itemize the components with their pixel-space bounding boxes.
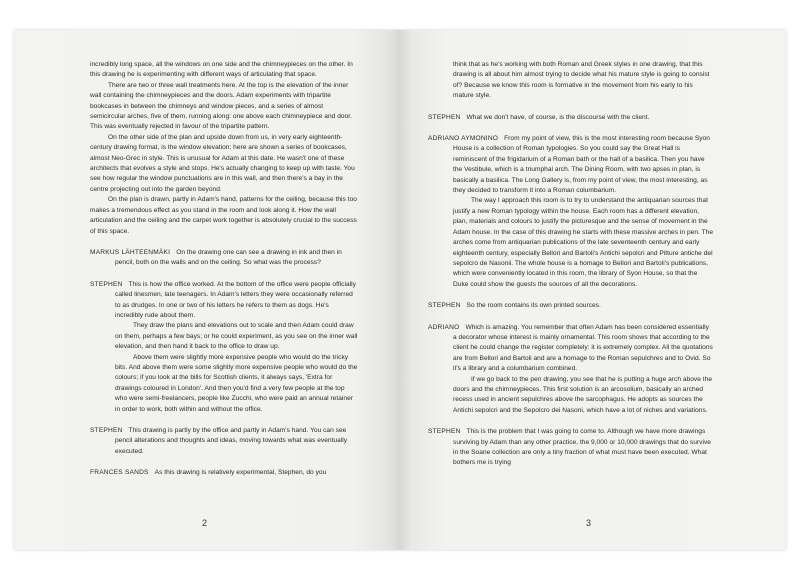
speaker-name: ADRIANO (428, 323, 460, 331)
speaker-name: STEPHEN (90, 280, 123, 288)
speech-text: They draw the plans and elevations out to scale and then Adam could draw on them, perhaps a few bays; or he could experiment, as you see on the inner wall elevation, and then hand it back to the office to draw up. (115, 322, 358, 351)
speech-text: From my point of view, this is the most interesting room because Syon House is a collection of Roman typologies. So you could say the Great Hall is reminiscent of the frigidarium of a Roman bath or the hall of a basilica. Then you have the Vestibule, which is a triumphal arch. The Dining Room, with two apses in plan, is basically a basilica. The Long Gallery is, from my point of view, the most interesting, as they decided to transform it into a Roman columbarium. (453, 135, 710, 195)
speech-text: This is the problem that I was going to come to. Although we have more drawings surviving by Adam than any other practice, the 9,000 or 10,000 drawings that do survive in the Soane collection are only a tiny fraction of what must have been executed. What bothers me is trying (453, 428, 711, 467)
dialogue-entry (428, 301, 714, 311)
left-page (14, 30, 400, 550)
dialogue-entry (90, 468, 358, 478)
dialogue-entry (428, 113, 714, 123)
page-number: 3 (586, 518, 592, 528)
dialogue-entry (428, 323, 714, 417)
dialogue-entry (90, 280, 358, 415)
paragraph: On the other side of the plan and upside down from us, in very early eighteenth-century drawing format, is the window elevation; here are shown a series of bookcases, almost Neo-Grec in style. This is unusual for Adam at this date. He wasn't one of these architects that evolves a style and stops. He's actually changing to keep up with taste. You see how regular the window punctuations are in this wall, and then there's a bay in the centre projecting out into the garden beyond. (90, 133, 355, 193)
speech-text: If we go back to the pen drawing, you see that he is putting a huge arch above the doors and the chimneypieces. This first solution is an arcosolium, basically an arched recess used in ancient sepulchres above the sarcophagus. He adopts as sources the Antichi sepolcri and the Sepolcro dei Nasoni, which have a lot of niches and variations. (453, 375, 713, 414)
paragraph: There are two or three wall treatments here. At the top is the elevation of the inner wall containing the chimneypieces and the doors. Adam experiments with tripartite bookcases in between the chimneys and window pieces, and a series of almost semicircular arches, five of them, running along: one above each chimneypiece and door. This was eventually rejected in favour of the tripartite pattern. (90, 81, 352, 131)
dialogue-entry (428, 134, 714, 290)
speech-text: The way I approach this room is to try to understand the antiquarian sources that justify a new Roman typology within the house. Each room has a different elevation, plan, materials and colours to justify the picturesque and the sense of movement in the Adam house. In the case of this drawing he starts with these massive arches in pen. The arches come from antiquarian publications of the late seventeenth century and early eighteenth century, especially Bellori and Bartoli's Antichi sepolcri and Pitture antiche del sepolcro de Nasonii. The whole house is a homage to Bellori and Bartoli's publications, which were conveniently located in this room, the library of Syon House, so that the Duke could show the guests the sources of all the decorations. (453, 197, 714, 288)
dialogue-entry (90, 248, 358, 269)
speaker-name: STEPHEN (90, 427, 123, 434)
speaker-name: STEPHEN (428, 113, 461, 121)
speech-text: This drawing is partly by the office and partly in Adam's hand. You can see pencil alterations and thoughts and ideas, moving towards what was eventually executed. (115, 427, 348, 455)
speaker-name: STEPHEN (428, 428, 461, 436)
right-page (400, 30, 786, 550)
book-spread (14, 30, 786, 550)
right-page-text (428, 60, 714, 469)
speech-text: On the drawing one can see a drawing in ink and then in pencil, both on the walls and on the ceiling. So what was the process? (115, 248, 342, 267)
page-number: 2 (202, 518, 208, 528)
speech-text: So the room contains its own printed sources. (466, 302, 601, 310)
speech-text: What we don't have, of course, is the discourse with the client. (466, 113, 650, 121)
left-page-text (90, 60, 358, 479)
paragraph: think that as he's working with both Roman and Greek styles in one drawing, that this drawing is all about him almost trying to decide what his mature style is going to consist of? Because we know this room is formative in the movement from his early to his mature style. (453, 61, 710, 100)
speaker-name: FRANCES SANDS (90, 469, 149, 477)
dialogue-entry (428, 427, 714, 469)
speech-text: Which is amazing. You remember that often Adam has been considered essentially a decorator whose interest is mainly ornamental. This room shows that according to the client he could change the register completely: it is extremely complex. All the quotations are from Bellori and Bartoli and are a homage to the Roman sepulchres and to Ovid. So it's a library and a columbarium combined. (453, 323, 713, 373)
speaker-name: MARKUS LÄHTEENMÄKI (90, 248, 171, 256)
paragraph: On the plan is drawn, partly in Adam's hand, patterns for the ceiling, because this too makes a tremendous effect as you stand in the room and look along it. How the wall articulation and the ceiling and the carpet work together is absolutely crucial to the success of this space. (90, 196, 357, 235)
speech-text: As this drawing is relatively experimental, Stephen, do you (154, 469, 327, 477)
speech-text: This is how the office worked. At the bottom of the office were people officially called linesmen, late teenagers. In Adam's letters they were occasionally referred to as drudges. In one or two of his letters he refers to them as dogs. He's incredibly rude about them. (115, 280, 356, 319)
speaker-name: STEPHEN (428, 302, 461, 310)
paragraph: incredibly long space, all the windows on one side and the chimneypieces on the other. In this drawing he is experimenting with different ways of articulating that space. (90, 61, 353, 79)
speech-text: Above them were slightly more expensive people who would do the tricky bits. And above them were some slightly more expensive people who would do the colours; if you look at the bills for Scottish clients, it always says, 'Extra for drawings coloured in London'. And then you'd find a very few people at the top who were semi-freelancers, people like Zucchi, who were paid an annual retainer in order to work, both within and without the office. (115, 353, 358, 413)
dialogue-entry (90, 426, 358, 457)
speaker-name: ADRIANO AYMONINO (428, 135, 499, 143)
